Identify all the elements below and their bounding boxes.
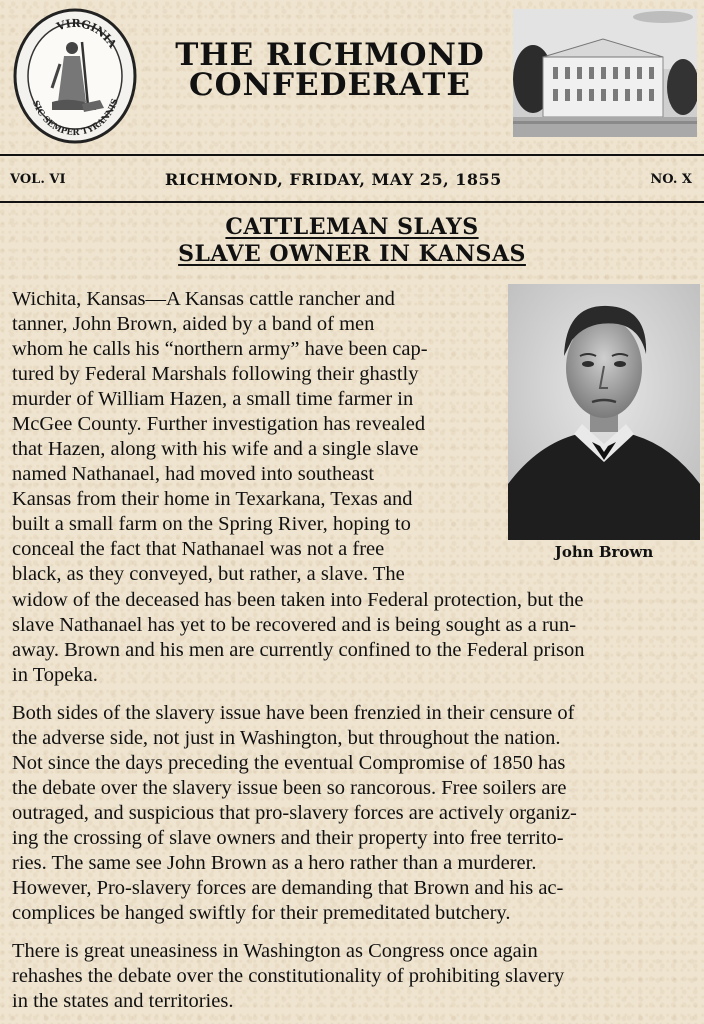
body-line: conceal the fact that Nathanael was not a free bbox=[12, 538, 385, 560]
body-line: in the states and territories. bbox=[12, 990, 234, 1012]
portrait-caption: John Brown bbox=[554, 543, 654, 561]
seal-ring-top: VIRGINIA bbox=[54, 16, 120, 51]
body-line: slave Nathanael has yet to be recovered and is being sought as a run- bbox=[12, 614, 577, 636]
body-line: in Topeka. bbox=[12, 664, 98, 686]
volume-label: VOL. VI bbox=[10, 172, 66, 187]
article-headline bbox=[60, 214, 644, 268]
masthead bbox=[0, 0, 704, 150]
issue-date: RICHMOND, FRIDAY, MAY 25, 1855 bbox=[165, 170, 502, 189]
body-line: murder of William Hazen, a small time farmer in bbox=[12, 388, 414, 410]
body-line: built a small farm on the Spring River, hoping to bbox=[12, 513, 411, 535]
body-line: tanner, John Brown, aided by a band of men bbox=[12, 313, 375, 335]
headline-line-2: SLAVE OWNER IN KANSAS bbox=[178, 241, 526, 267]
john-brown-portrait bbox=[508, 284, 700, 540]
body-line: named Nathanael, had moved into southeast bbox=[12, 463, 375, 485]
body-line: Kansas from their home in Texarkana, Texas and bbox=[12, 488, 413, 510]
body-line: that Hazen, along with his wife and a single slave bbox=[12, 438, 419, 460]
capitol-building-photo bbox=[513, 9, 697, 137]
body-line: ries. The same see John Brown as a hero rather than a murderer. bbox=[12, 852, 537, 874]
issue-number: NO. X bbox=[650, 172, 692, 187]
title-line-2: CONFEDERATE bbox=[189, 67, 471, 103]
masthead-rule-bottom bbox=[0, 201, 704, 203]
body-line: away. Brown and his men are currently confined to the Federal prison bbox=[12, 639, 585, 661]
body-line: rehashes the debate over the constitutionality of prohibiting slavery bbox=[12, 965, 565, 987]
body-line: the debate over the slavery issue been so rancorous. Free soilers are bbox=[12, 777, 567, 799]
virginia-seal bbox=[12, 6, 138, 146]
body-line: tured by Federal Marshals following their ghastly bbox=[12, 363, 419, 385]
title-line-1: THE RICHMOND bbox=[175, 37, 485, 73]
body-line: complices be hanged swiftly for their premeditated butchery. bbox=[12, 902, 511, 924]
body-line: black, as they conveyed, but rather, a slave. The bbox=[12, 563, 405, 585]
body-line: Not since the days preceding the eventual Compromise of 1850 has bbox=[12, 752, 566, 774]
body-line: whom he calls his “northern army” have been cap- bbox=[12, 338, 428, 360]
masthead-rule-top bbox=[0, 154, 704, 156]
newspaper-title bbox=[150, 37, 510, 103]
body-line: the adverse side, not just in Washington, but throughout the nation. bbox=[12, 727, 561, 749]
body-line: McGee County. Further investigation has revealed bbox=[12, 413, 426, 435]
body-line: outraged, and suspicious that pro-slavery forces are actively organiz- bbox=[12, 802, 577, 824]
seal-ring-bottom: SIC SEMPER TYRANNIS bbox=[29, 97, 121, 139]
headline-line-1: CATTLEMAN SLAYS bbox=[225, 214, 479, 240]
body-line: There is great uneasiness in Washington as Congress once again bbox=[12, 940, 538, 962]
dateline bbox=[0, 168, 704, 194]
body-line: However, Pro-slavery forces are demanding that Brown and his ac- bbox=[12, 877, 564, 899]
body-line: widow of the deceased has been taken into Federal protection, but the bbox=[12, 589, 584, 611]
body-line: Wichita, Kansas—A Kansas cattle rancher and bbox=[12, 288, 395, 310]
body-line: Both sides of the slavery issue have been frenzied in their censure of bbox=[12, 702, 575, 724]
body-line: ing the crossing of slave owners and their property into free territo- bbox=[12, 827, 564, 849]
